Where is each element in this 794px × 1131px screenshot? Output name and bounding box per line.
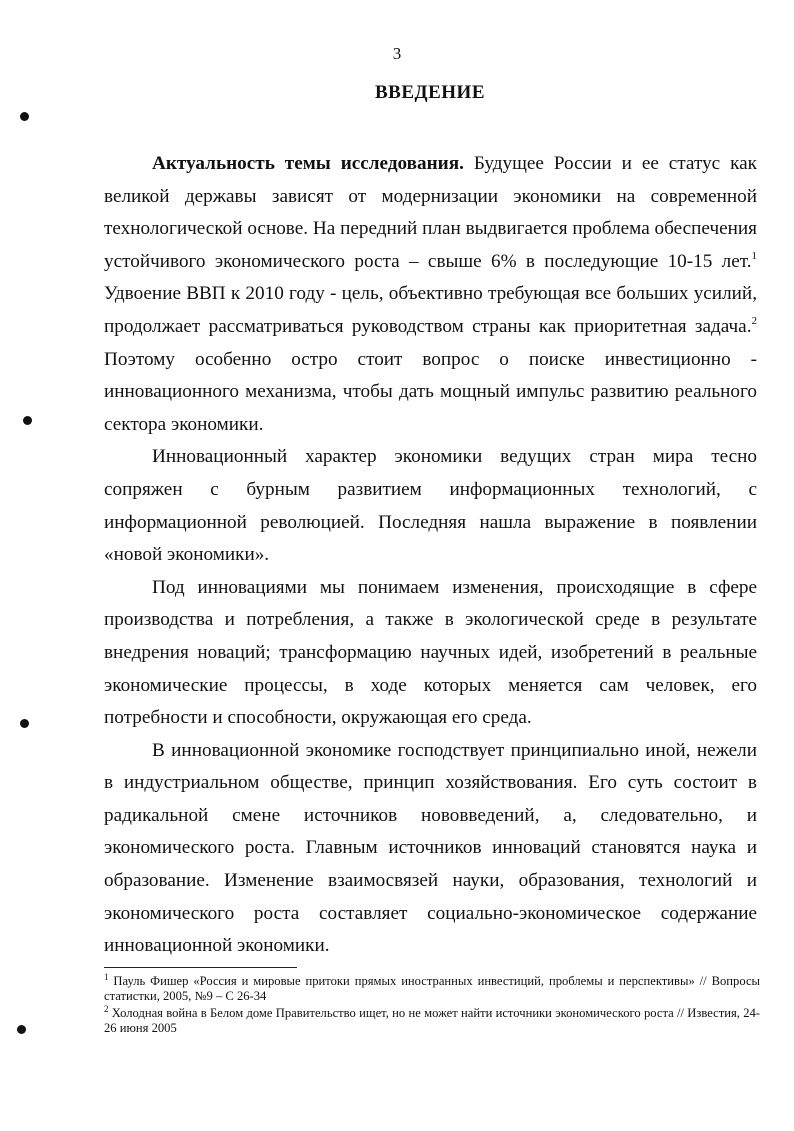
paragraph-innovation-economy: В инновационной экономике господствует принципиально иной, нежели в индустриальном обществе, принцип хозяйствования. Его суть состоит в радикальной смене источников нововведений, а, следовательно, и экономического роста. Главным источников инноваций становятся наука и образование. Изменение взаимосвязей науки, образования, технологий и экономического роста составляет социально-экономическое содержание инновационной экономики. — [104, 739, 757, 957]
paragraph-innovation-character: Инновационный характер экономики ведущих стран мира тесно сопряжен с бурным развитием информационных технологий, с информационной революцией. Последняя нашла выражение в появлении «новой экономики». — [104, 446, 757, 566]
page-number: 3 — [392, 44, 402, 63]
footnote-item — [104, 1006, 760, 1036]
page-title: ВВЕДЕНИЕ — [375, 82, 485, 103]
main-text — [104, 148, 757, 963]
paragraph-relevance — [104, 148, 757, 441]
footnotes — [104, 974, 760, 1038]
footnote-separator — [104, 967, 297, 968]
footnote-text: Пауль Фишер «Россия и мировые притоки прямых иностранных инвестиций, проблемы и перспективы» // Вопросы статистки, 2005, №9 – С 26-34 — [104, 974, 760, 1003]
footnote-item — [104, 974, 760, 1004]
footnote-ref: 1 — [751, 249, 757, 262]
paragraph-innovation-definition: Под инновациями мы понимаем изменения, происходящие в сфере производства и потребления, а также в экологической среде в результате внедрения новаций; трансформацию научных идей, изобретений в реальные экономические процессы, в ходе которых меняется сам человек, его потребности и способности, окружающая его среда. — [104, 576, 757, 729]
section-lead: Актуальность темы исследования. — [152, 153, 464, 174]
binding-hole-mark — [23, 416, 32, 425]
paragraph-text: Удвоение ВВП к 2010 году - цель, объективно требующая все больших усилий, продолжает рассматриваться руководством страны как приоритетная задача. — [104, 283, 757, 337]
footnote-ref: 2 — [751, 314, 757, 327]
footnote-mark: 2 — [104, 1004, 109, 1014]
footnote-text: Холодная война в Белом доме Правительство ищет, но не может найти источники экономического роста // Известия, 24-26 июня 2005 — [104, 1006, 760, 1035]
binding-hole-mark — [20, 719, 29, 728]
paragraph-text: Поэтому особенно остро стоит вопрос о поиске инвестиционно - инновационного механизма, чтобы дать мощный импульс развитию реального сектора экономики. — [104, 348, 757, 435]
paragraph-text: Будущее России и ее статус как великой державы зависят от модернизации экономики на современной технологической основе. На передний план выдвигается проблема обеспечения устойчивого экономического роста – свыше 6% в последующие 10-15 лет. — [104, 153, 757, 272]
binding-hole-mark — [20, 112, 29, 121]
footnote-mark: 1 — [104, 972, 109, 982]
binding-hole-mark — [17, 1025, 26, 1034]
